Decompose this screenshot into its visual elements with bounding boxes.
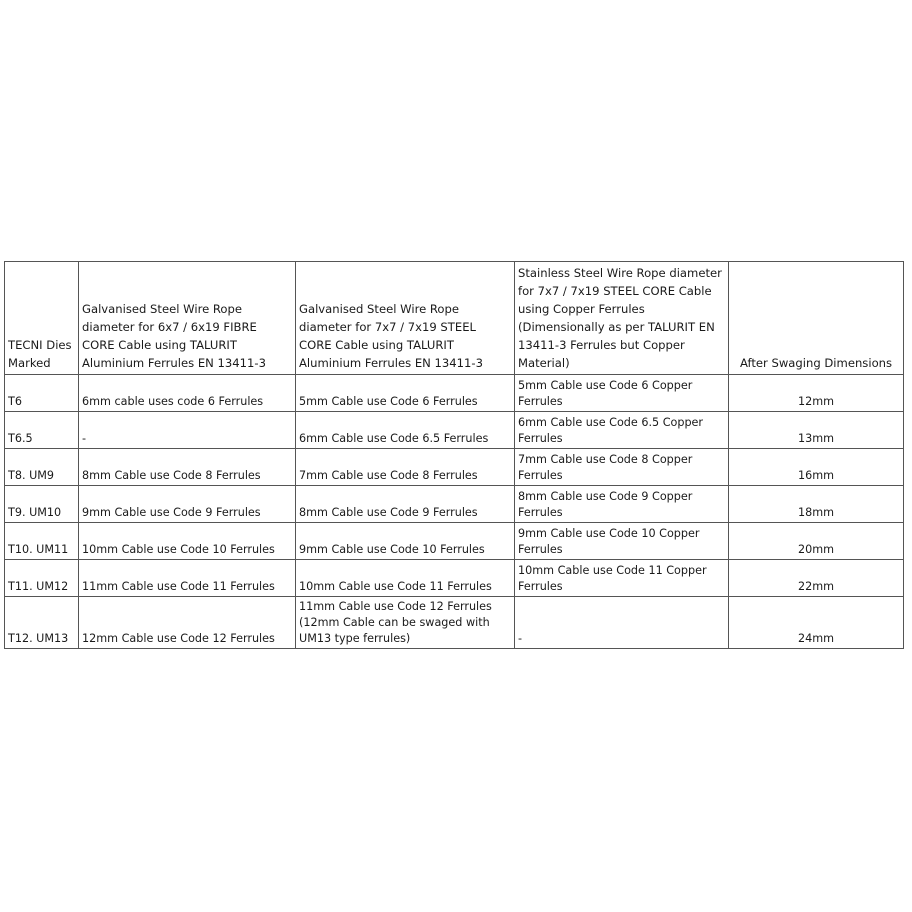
cell-galvanised-fibre-core: 8mm Cable use Code 8 Ferrules <box>79 449 296 486</box>
cell-dies-marked: T12. UM13 <box>5 597 79 649</box>
cell-galvanised-steel-core: 7mm Cable use Code 8 Ferrules <box>296 449 515 486</box>
swaging-dies-table <box>4 261 904 649</box>
cell-after-swaging: 12mm <box>729 375 904 412</box>
cell-stainless-steel-core: 8mm Cable use Code 9 Copper Ferrules <box>515 486 729 523</box>
header-dies-marked: TECNI Dies Marked <box>5 262 79 375</box>
cell-galvanised-fibre-core: - <box>79 412 296 449</box>
cell-galvanised-fibre-core: 6mm cable uses code 6 Ferrules <box>79 375 296 412</box>
cell-galvanised-fibre-core: 10mm Cable use Code 10 Ferrules <box>79 523 296 560</box>
cell-after-swaging: 13mm <box>729 412 904 449</box>
cell-galvanised-steel-core: 11mm Cable use Code 12 Ferrules (12mm Cable can be swaged with UM13 type ferrules) <box>296 597 515 649</box>
table-row <box>5 597 904 649</box>
header-after-swaging: After Swaging Dimensions <box>729 262 904 375</box>
cell-after-swaging: 24mm <box>729 597 904 649</box>
cell-galvanised-steel-core: 8mm Cable use Code 9 Ferrules <box>296 486 515 523</box>
cell-stainless-steel-core: 6mm Cable use Code 6.5 Copper Ferrules <box>515 412 729 449</box>
cell-galvanised-fibre-core: 9mm Cable use Code 9 Ferrules <box>79 486 296 523</box>
cell-after-swaging: 22mm <box>729 560 904 597</box>
header-stainless-steel-core: Stainless Steel Wire Rope diameter for 7x7 / 7x19 STEEL CORE Cable using Copper Ferrules (Dimensionally as per TALURIT EN 13411-3 Ferrules but Copper Material) <box>515 262 729 375</box>
cell-galvanised-fibre-core: 11mm Cable use Code 11 Ferrules <box>79 560 296 597</box>
table-row <box>5 375 904 412</box>
cell-stainless-steel-core: 10mm Cable use Code 11 Copper Ferrules <box>515 560 729 597</box>
cell-after-swaging: 16mm <box>729 449 904 486</box>
cell-galvanised-fibre-core: 12mm Cable use Code 12 Ferrules <box>79 597 296 649</box>
cell-galvanised-steel-core: 5mm Cable use Code 6 Ferrules <box>296 375 515 412</box>
table-row <box>5 449 904 486</box>
cell-stainless-steel-core: 7mm Cable use Code 8 Copper Ferrules <box>515 449 729 486</box>
cell-dies-marked: T6.5 <box>5 412 79 449</box>
cell-after-swaging: 20mm <box>729 523 904 560</box>
cell-stainless-steel-core: 9mm Cable use Code 10 Copper Ferrules <box>515 523 729 560</box>
cell-dies-marked: T6 <box>5 375 79 412</box>
header-galvanised-fibre-core: Galvanised Steel Wire Rope diameter for 6x7 / 6x19 FIBRE CORE Cable using TALURIT Aluminium Ferrules EN 13411-3 <box>79 262 296 375</box>
cell-dies-marked: T9. UM10 <box>5 486 79 523</box>
table-row <box>5 486 904 523</box>
header-row <box>5 262 904 375</box>
table-row <box>5 523 904 560</box>
cell-galvanised-steel-core: 9mm Cable use Code 10 Ferrules <box>296 523 515 560</box>
table-row <box>5 560 904 597</box>
cell-dies-marked: T10. UM11 <box>5 523 79 560</box>
table-row <box>5 412 904 449</box>
cell-dies-marked: T8. UM9 <box>5 449 79 486</box>
swaging-dies-table-container <box>4 261 903 649</box>
cell-galvanised-steel-core: 6mm Cable use Code 6.5 Ferrules <box>296 412 515 449</box>
cell-galvanised-steel-core: 10mm Cable use Code 11 Ferrules <box>296 560 515 597</box>
cell-after-swaging: 18mm <box>729 486 904 523</box>
cell-dies-marked: T11. UM12 <box>5 560 79 597</box>
header-galvanised-steel-core: Galvanised Steel Wire Rope diameter for 7x7 / 7x19 STEEL CORE Cable using TALURIT Aluminium Ferrules EN 13411-3 <box>296 262 515 375</box>
cell-stainless-steel-core: 5mm Cable use Code 6 Copper Ferrules <box>515 375 729 412</box>
cell-stainless-steel-core: - <box>515 597 729 649</box>
